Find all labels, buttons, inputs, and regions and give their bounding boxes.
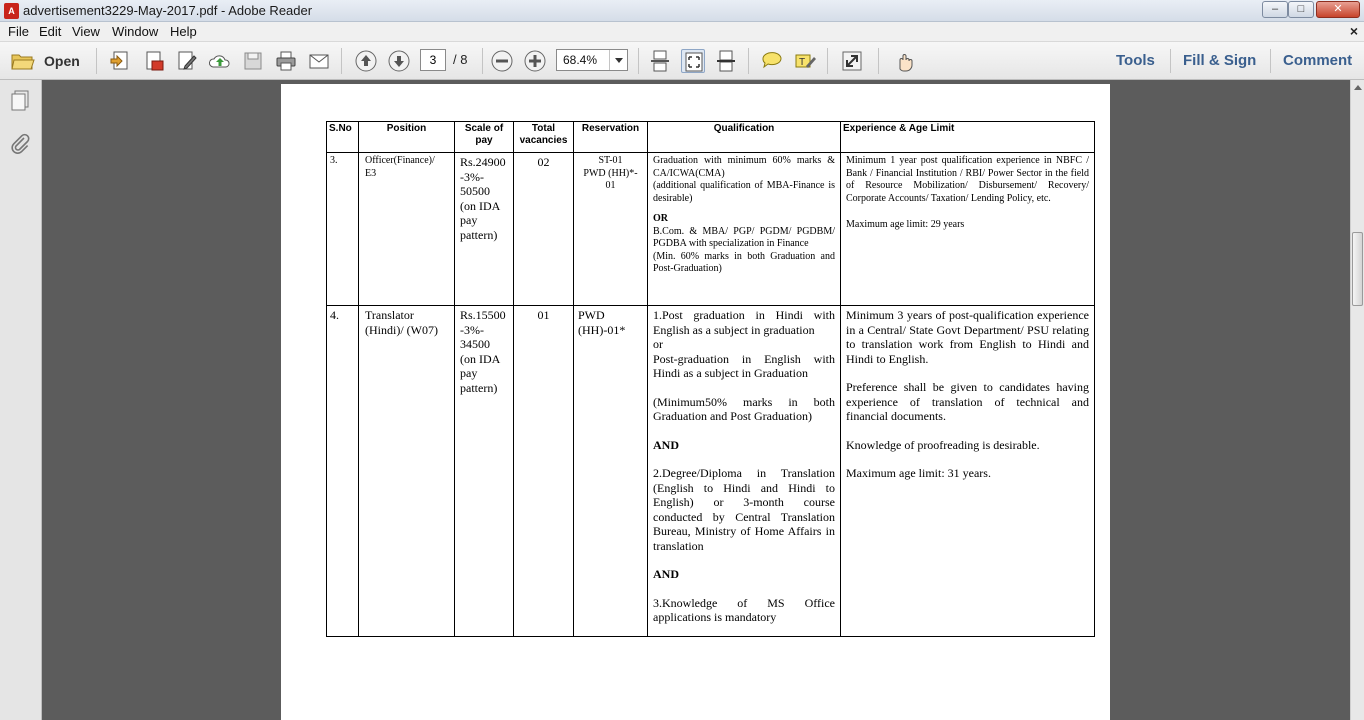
export-pdf-icon: [142, 49, 166, 73]
cell-vacancies: 01: [514, 306, 574, 637]
cell-reservation: PWD (HH)-01*: [574, 306, 648, 637]
zoom-in-button[interactable]: [523, 49, 547, 73]
zoom-select[interactable]: [556, 49, 628, 71]
scale-line: pattern): [460, 380, 498, 395]
qualification-text: 3.Knowledge of MS Office applications is mandatory: [653, 595, 835, 624]
qualification-text: Graduation with minimum 60% marks & CA/ICWA(CMA): [653, 155, 835, 179]
experience-text: Preference shall be given to candidates having experience of translation of technical and financial documents.: [846, 380, 1089, 423]
toolbar-separator: [1170, 49, 1171, 73]
paperclip-icon: [8, 132, 32, 156]
previous-page-button[interactable]: [354, 49, 378, 73]
cell-position: Officer(Finance)/ E3: [359, 153, 455, 306]
qualification-text: B.Com. & MBA/ PGP/ PGDM/ PGDBM/ PGDBA with specialization in Finance: [653, 225, 835, 249]
upload-button[interactable]: [208, 49, 232, 73]
scale-line: pattern): [460, 227, 498, 242]
table-row: [327, 306, 1095, 637]
scale-line: -3%-: [460, 322, 484, 337]
comment-pane-link[interactable]: Comment: [1283, 52, 1353, 69]
menu-bar: [0, 22, 1364, 42]
scale-line: Rs.15500: [460, 308, 506, 322]
hand-icon: [892, 49, 916, 73]
experience-text: Minimum 1 year post qualification experience in NBFC / Bank / Financial Institution / RBI/ Power Sector in the field of Resource Mobilization/ Disbursement/ Recovery/ Corporate Accounts/ Taxation/ Lending Policy, etc.: [846, 155, 1089, 204]
navigation-pane: [0, 80, 42, 720]
toolbar-separator: [878, 48, 879, 74]
page-total: / 8: [453, 52, 468, 67]
qualification-and: AND: [653, 437, 679, 452]
next-page-button[interactable]: [387, 49, 411, 73]
scale-line: 34500: [460, 337, 490, 351]
experience-text: Knowledge of proofreading is desirable.: [846, 437, 1040, 452]
read-mode-button[interactable]: [892, 49, 916, 73]
scrollbar-thumb[interactable]: [1352, 232, 1363, 306]
speech-bubble-icon: [760, 49, 784, 73]
export-pdf-button[interactable]: [142, 49, 166, 73]
experience-text: Minimum 3 years of post-qualification experience in a Central/ State Govt Department/ PSU relating to translation work from English to Hindi and Hindi to English.: [846, 308, 1089, 366]
chevron-down-icon[interactable]: [609, 50, 627, 70]
fill-sign-pane-link[interactable]: Fill & Sign: [1183, 52, 1257, 69]
save-icon: [241, 49, 265, 73]
vertical-scrollbar[interactable]: [1350, 80, 1364, 720]
qualification-text: Post-graduation in English with Hindi as a subject in Graduation: [653, 351, 835, 380]
header-scale: Scale of pay: [455, 122, 514, 153]
scale-line: (on IDA: [460, 351, 501, 366]
header-sno: S.No: [327, 122, 359, 153]
cell-position: Translator (Hindi)/ (W07): [359, 306, 455, 637]
page-thumbnails-button[interactable]: [8, 88, 32, 112]
arrow-down-circle-icon: [387, 49, 411, 73]
reservation-line: 01: [605, 180, 616, 191]
cell-sno: 3.: [327, 153, 359, 306]
save-button[interactable]: [241, 49, 265, 73]
toolbar: [0, 42, 1364, 80]
header-qualification: Qualification: [648, 122, 841, 153]
attachments-button[interactable]: [8, 132, 32, 156]
close-document-icon[interactable]: ×: [1349, 23, 1358, 39]
cell-scale: [455, 306, 514, 637]
cloud-upload-icon: [208, 49, 232, 73]
add-comment-button[interactable]: [760, 49, 784, 73]
qualification-text: (additional qualification of MBA-Finance is desirable): [653, 180, 835, 204]
pdf-page: [281, 84, 1110, 720]
toolbar-separator: [827, 48, 828, 74]
age-limit-text: Maximum age limit: 29 years: [846, 219, 965, 230]
zoom-out-button[interactable]: [490, 49, 514, 73]
qualification-or: OR: [653, 213, 668, 224]
toolbar-separator: [96, 48, 97, 74]
reservation-line: PWD (HH)*-: [583, 167, 638, 179]
create-pdf-icon: [108, 49, 132, 73]
menu-edit[interactable]: Edit: [39, 24, 62, 39]
adobe-reader-icon: A: [4, 3, 19, 19]
two-page-button[interactable]: [714, 49, 738, 73]
scale-line: -3%-: [460, 169, 484, 184]
menu-window[interactable]: Window: [112, 24, 159, 39]
highlighter-icon: [793, 49, 817, 73]
zoom-value: 68.4%: [563, 53, 598, 67]
arrow-up-circle-icon: [354, 49, 378, 73]
page-number-input[interactable]: [420, 49, 446, 71]
document-view[interactable]: [42, 80, 1350, 720]
cell-reservation: [574, 153, 648, 306]
reservation-line: ST-01: [598, 155, 623, 166]
print-button[interactable]: [274, 49, 298, 73]
cell-vacancies: 02: [514, 153, 574, 306]
edit-pdf-button[interactable]: [175, 49, 199, 73]
envelope-icon: [307, 49, 331, 73]
folder-icon: [10, 49, 36, 73]
toolbar-separator: [638, 48, 639, 74]
pages-icon: [8, 88, 32, 112]
qualification-text: 1.Post graduation in Hindi with English as a subject in graduation: [653, 308, 835, 337]
header-reservation: Reservation: [574, 122, 648, 153]
maximize-button[interactable]: □: [1288, 1, 1314, 18]
fit-page-button[interactable]: [681, 49, 705, 73]
page-view-icon: [714, 49, 738, 73]
header-vacancies: Total vacancies: [514, 122, 574, 153]
close-window-button[interactable]: ✕: [1316, 1, 1360, 18]
scale-line: pay: [460, 366, 478, 380]
scale-line: Rs.24900: [460, 155, 506, 169]
menu-view[interactable]: View: [72, 24, 100, 39]
toolbar-separator: [482, 48, 483, 74]
qualification-text: (Minimum50% marks in both Graduation and Post Graduation): [653, 394, 835, 423]
tools-pane-link[interactable]: Tools: [1116, 52, 1155, 69]
qualification-and: AND: [653, 567, 679, 581]
scroll-up-icon[interactable]: [1354, 85, 1362, 90]
fit-width-icon: [648, 49, 672, 73]
age-limit-text: Maximum age limit: 31 years.: [846, 466, 991, 480]
recruitment-table: [326, 121, 1095, 637]
open-label: Open: [44, 53, 80, 69]
fit-page-icon: [682, 50, 706, 74]
toolbar-separator: [1270, 49, 1271, 73]
cell-experience: [841, 306, 1095, 637]
toolbar-separator: [748, 48, 749, 74]
scale-line: 50500: [460, 184, 490, 198]
scale-line: pay: [460, 213, 478, 227]
create-pdf-button[interactable]: [108, 49, 132, 73]
header-experience: Experience & Age Limit: [841, 122, 1095, 153]
open-button[interactable]: [8, 49, 88, 73]
menu-help[interactable]: Help: [170, 24, 197, 39]
qualification-text: (Min. 60% marks in both Graduation and Post-Graduation): [653, 250, 835, 274]
toolbar-separator: [341, 48, 342, 74]
cell-scale: [455, 153, 514, 306]
table-header-row: [327, 122, 1095, 153]
highlight-button[interactable]: [793, 49, 817, 73]
full-screen-button[interactable]: [840, 49, 864, 73]
plus-circle-icon: [523, 49, 547, 73]
cell-qualification: [648, 153, 841, 306]
qualification-or: or: [653, 337, 663, 351]
scale-line: (on IDA: [460, 198, 501, 213]
expand-icon: [840, 49, 864, 73]
qualification-text: 2.Degree/Diploma in Translation (English to Hindi and Hindi to English) or 3-month course conducted by Central Translation Bureau, Ministry of Home Affairs in translation: [653, 466, 835, 553]
header-position: Position: [359, 122, 455, 153]
email-button[interactable]: [307, 49, 331, 73]
minus-circle-icon: [490, 49, 514, 73]
printer-icon: [274, 49, 298, 73]
svg-text:T: T: [799, 57, 806, 68]
cell-sno: 4.: [327, 306, 359, 637]
table-row: [327, 153, 1095, 306]
window-title: advertisement3229-May-2017.pdf - Adobe Reader: [23, 3, 313, 18]
scrolling-mode-button[interactable]: [648, 49, 672, 73]
menu-file[interactable]: File: [8, 24, 29, 39]
minimize-button[interactable]: –: [1262, 1, 1288, 18]
cell-qualification: [648, 306, 841, 637]
cell-experience: [841, 153, 1095, 306]
edit-document-icon: [175, 49, 199, 73]
title-bar: [0, 0, 1364, 22]
